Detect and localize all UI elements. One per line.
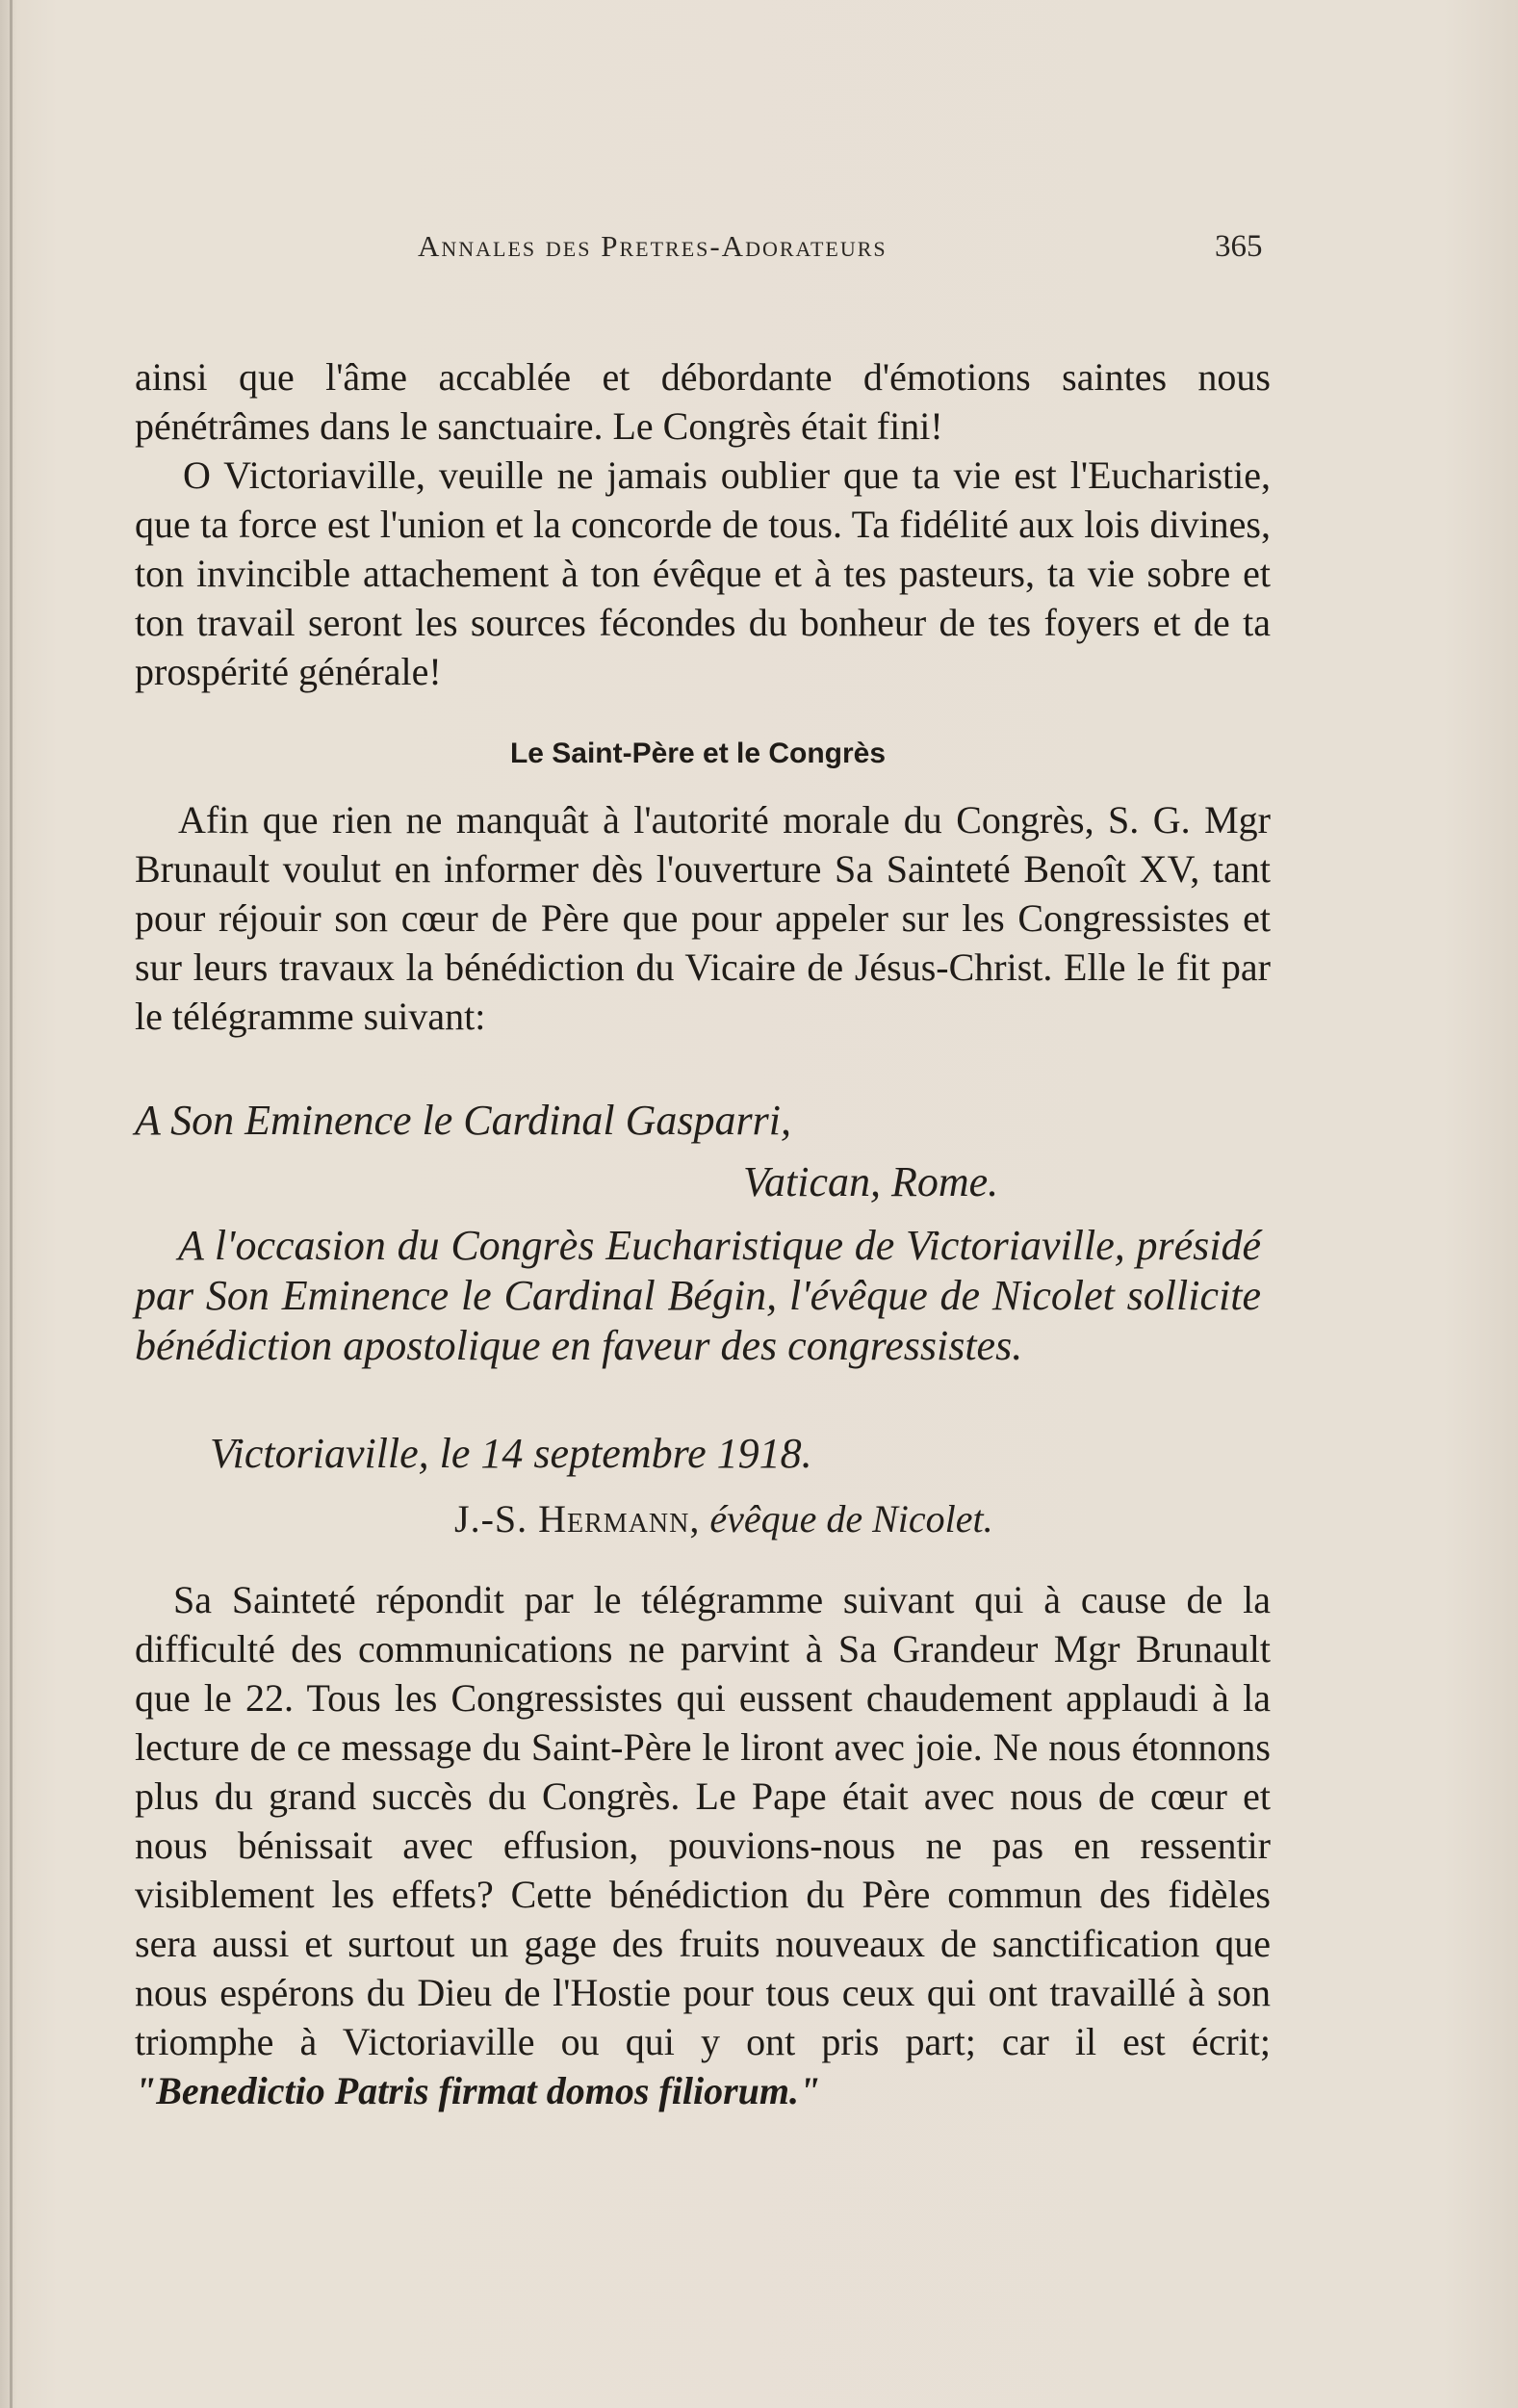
- signature-title: évêque de Nicolet.: [709, 1497, 993, 1541]
- running-head-title: Annales des Pretres-Adorateurs: [418, 229, 888, 263]
- running-head: [0, 229, 1518, 268]
- closing-text: Sa Sainteté répondit par le télégramme suivant qui à cause de la difficulté des communications ne parvint à Sa Grandeur Mgr Brunault que le 22. Tous les Congressistes qui eussent chaudement applaudi à la lecture de ce message du Saint-Père le liront avec joie. Ne nous étonnons plus du grand succès du Congrès. Le Pape était avec nous de cœur et nous bénissait avec effusion, pouvions-nous ne pas en ressentir visiblement les effets? Cette bénédiction du Père commun des fidèles sera aussi et surtout un gage des fruits nouveaux de sanctification que nous espérons du Dieu de l'Hostie pour tous ceux qui ont travaillé à son triomphe à Victoriaville ou qui y ont pris part; car il est écrit;: [135, 1578, 1271, 2063]
- telegram-signature: [454, 1494, 993, 1544]
- section-heading: Le Saint-Père et le Congrès: [509, 738, 887, 769]
- telegram-body-text: A l'occasion du Congrès Eucharistique de Victoriaville, présidé par Son Eminence le Cardinal Bégin, l'évêque de Nicolet sollicite bénédiction apostolique en faveur des congressistes.: [135, 1222, 1261, 1369]
- closing-paragraph-container: [135, 1575, 1271, 2115]
- opening-paragraphs: [135, 352, 1271, 696]
- paragraph-3-container: [135, 795, 1271, 1041]
- page-number: 365: [1215, 229, 1263, 264]
- closing-paragraph: [135, 1575, 1271, 2115]
- telegram-address: A Son Eminence le Cardinal Gasparri,: [135, 1097, 791, 1144]
- latin-quote: "Benedictio Patris firmat domos filiorum.": [135, 2069, 821, 2112]
- paragraph-1: ainsi que l'âme accablée et débordante d'émotions saintes nous pénétrâmes dans le sanctuaire. Le Congrès était fini!: [135, 355, 1271, 448]
- telegram-location: Vatican, Rome.: [743, 1158, 999, 1205]
- telegram-date: Victoriaville, le 14 septembre 1918.: [210, 1430, 812, 1477]
- signature-name: J.-S. Hermann,: [454, 1497, 701, 1541]
- telegram-body: [135, 1221, 1261, 1371]
- paragraph-3: Afin que rien ne manquât à l'autorité morale du Congrès, S. G. Mgr Brunault voulut en informer dès l'ouverture Sa Sainteté Benoît XV, tant pour réjouir son cœur de Père que pour appeler sur les Congressistes et sur leurs travaux la bénédiction du Vicaire de Jésus-Christ. Elle le fit par le télégramme suivant:: [135, 798, 1271, 1038]
- page-spine-edge: [10, 0, 13, 2408]
- paragraph-2: O Victoriaville, veuille ne jamais oublier que ta vie est l'Eucharistie, que ta force est l'union et la concorde de tous. Ta fidélité aux lois divines, ton invincible attachement à ton évêque et à tes pasteurs, ta vie sobre et ton travail seront les sources fécondes du bonheur de tes foyers et de ta prospérité générale!: [135, 453, 1271, 693]
